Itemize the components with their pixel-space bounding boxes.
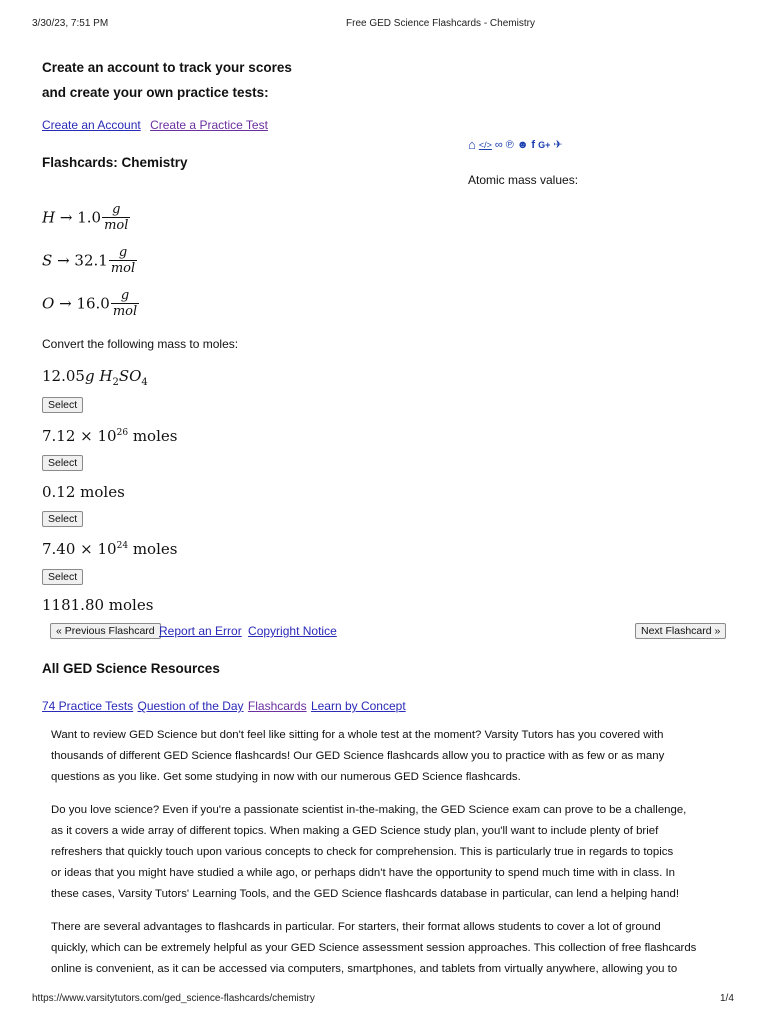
learn-by-concept-link[interactable]: Learn by Concept (310, 699, 406, 713)
googleplus-icon[interactable]: G+ (538, 139, 551, 150)
cta-links (42, 118, 268, 132)
select-button-1[interactable]: Select (42, 397, 83, 413)
resources-heading: All GED Science Resources (42, 661, 220, 676)
create-practice-test-link[interactable]: Create a Practice Test (150, 118, 268, 132)
share-icons (468, 137, 563, 152)
instruction-text: Convert the following mass to moles: (42, 337, 239, 351)
next-flashcard-button[interactable]: Next Flashcard » (635, 623, 726, 639)
nav-links (159, 624, 337, 638)
question-expression: 12.05g $H_2SO_4$ (42, 367, 148, 388)
create-account-link[interactable]: Create an Account (42, 118, 141, 132)
practice-tests-link[interactable]: 74 Practice Tests (42, 699, 134, 713)
paragraph-2: Do you love science? Even if you're a passionate scientist in-the-making, the GED Science exam can prove to be a challenge, as it covers a wide array of different topics. When making a GED Science study plan, you'll want to include plenty of brief refreshers that quickly touch upon various concepts to check for comprehension. This is particularly true in regards to topics or ideas that you might have studied a while ago, or perhaps didn't have the opportunity to spend much time with in class. In these cases, Varsity Tutors' Learning Tools, and the GED Science flashcards database in particular, can lend a helping hand! (51, 804, 687, 900)
link-icon[interactable]: ∞ (494, 138, 503, 151)
resources-links (42, 699, 406, 713)
mass-s: S → 32.1 $\frac{g}{\text{mol}}$ (42, 245, 136, 276)
pinterest-icon[interactable]: ℗ (505, 138, 514, 151)
flashcards-link[interactable]: Flashcards (247, 699, 307, 713)
mass-h: H → 1.0 $\frac{g}{\text{mol}}$ (42, 202, 129, 233)
embed-icon[interactable]: </> (478, 139, 492, 150)
print-title: Free GED Science Flashcards - Chemistry (346, 18, 535, 29)
select-button-2[interactable]: Select (42, 455, 83, 471)
select-button-3[interactable]: Select (42, 511, 83, 527)
print-url: https://www.varsitytutors.com/ged_science-flashcards/chemistry (32, 993, 315, 1004)
cta-line-2: and create your own practice tests: (42, 85, 269, 100)
question-of-day-link[interactable]: Question of the Day (137, 699, 244, 713)
paragraph-1: Want to review GED Science but don't feel like sitting for a whole test at the moment? Varsity Tutors has you covered with thousands of different GED Science flashcards! Our GED Science flashcards allow you to practice with as few or as many questions as you like. Get some studying in now with our numerous GED Science flashcards. (51, 729, 665, 783)
facebook-icon[interactable]: f (531, 138, 536, 151)
report-error-link[interactable]: Report an Error (159, 624, 242, 638)
copyright-notice-link[interactable]: Copyright Notice (248, 624, 337, 638)
print-page-number: 1/4 (720, 993, 734, 1004)
select-button-4[interactable]: Select (42, 569, 83, 585)
choice-1: $7.12 \times 10^{26}$ moles (42, 427, 178, 445)
twitter-icon[interactable]: ✈ (553, 139, 563, 151)
home-icon[interactable]: ⌂ (468, 137, 476, 152)
flashcard-heading: Flashcards: Chemistry (42, 155, 188, 170)
atomic-mass-label: Atomic mass values: (468, 173, 579, 187)
reddit-icon[interactable]: ☻ (516, 138, 529, 151)
account-cta (42, 55, 292, 105)
print-datetime: 3/30/23, 7:51 PM (32, 18, 109, 29)
previous-flashcard-button[interactable]: « Previous Flashcard (50, 623, 161, 639)
mass-o: O → 16.0 $\frac{g}{\text{mol}}$ (42, 288, 138, 319)
cta-line-1: Create an account to track your scores (42, 60, 292, 75)
choice-2: 0.12 moles (42, 483, 125, 501)
paragraph-3: There are several advantages to flashcards in particular. For starters, their format allows students to cover a lot of ground quickly, which can be extremely helpful as your GED Science assessment session approaches. This collection of free flashcards online is convenient, as it can be accessed via computers, smartphones, and tablets from virtually anywhere, allowing you to (51, 921, 697, 975)
choice-3: $7.40 \times 10^{24}$ moles (42, 540, 178, 558)
choice-4: 1181.80 moles (42, 596, 154, 614)
